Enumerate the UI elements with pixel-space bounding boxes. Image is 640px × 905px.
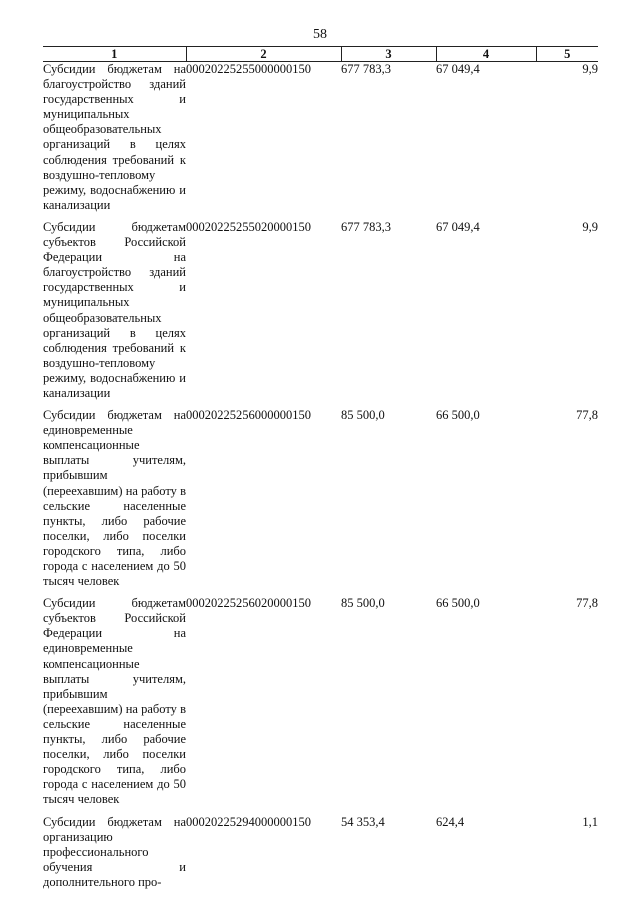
- table-row: [43, 596, 598, 814]
- row-name-text: Субсидии бюджетам на благоустройство зданий государственных и муниципальных общеобразовательных организаций в целях соблюдения требований к воздушно-тепловому режиму, водоснабжению и канализации: [43, 62, 186, 212]
- row-code: 00020225294000000150: [186, 814, 311, 829]
- budget-table: [43, 46, 598, 897]
- row-code: 00020225255020000150: [186, 219, 311, 234]
- table-row: [43, 220, 598, 408]
- row-name-text: Субсидии бюджетам субъектов Российской Федерации на благоустройство зданий государственных и муниципальных общеобразовательных организаций в целях соблюдения требований к воздушно-тепловому режиму, водоснабжению и канализации: [43, 219, 186, 400]
- row-value-3: 677 783,3: [341, 219, 391, 234]
- row-value-5: 9,9: [582, 62, 598, 76]
- col-header-4: 4: [436, 47, 536, 62]
- row-value-4: 624,4: [436, 814, 465, 829]
- row-value-4: 67 049,4: [436, 219, 480, 234]
- row-value-5: 77,8: [576, 596, 598, 611]
- row-value-4: 66 500,0: [436, 596, 480, 611]
- row-name-text: Субсидии бюджетам на организацию профессионального обучения и дополнительного про-: [43, 814, 186, 889]
- col-header-3: 3: [341, 47, 436, 62]
- row-name: [43, 815, 186, 897]
- row-value-5: 77,8: [576, 408, 598, 423]
- row-value-3: 677 783,3: [341, 62, 391, 76]
- page-number: 58: [313, 27, 327, 42]
- row-name-text: Субсидии бюджетам субъектов Российской Федерации на единовременные компенсационные выплаты учителям, прибывшим (переехавшим) на работу в сельские населенные пункты, либо рабочие поселки, либо поселки городского типа, либо города с населением до 50 тысяч человек: [43, 596, 186, 807]
- table-row: [43, 408, 598, 596]
- col-header-1: 1: [43, 47, 186, 62]
- row-code: 00020225255000000150: [186, 62, 311, 76]
- row-value-4: 67 049,4: [436, 62, 480, 76]
- row-name: [43, 62, 186, 220]
- col-header-2: 2: [186, 47, 341, 62]
- header-row: [43, 47, 598, 62]
- row-name: [43, 220, 186, 408]
- row-name: [43, 596, 186, 814]
- table-row: [43, 815, 598, 897]
- row-value-3: 85 500,0: [341, 408, 385, 423]
- row-name: [43, 408, 186, 596]
- row-value-5: 9,9: [582, 219, 598, 234]
- row-value-4: 66 500,0: [436, 408, 480, 423]
- row-value-3: 54 353,4: [341, 814, 385, 829]
- col-header-5: 5: [536, 47, 598, 62]
- row-value-3: 85 500,0: [341, 596, 385, 611]
- table-row: [43, 62, 598, 220]
- row-code: 00020225256020000150: [186, 596, 311, 611]
- row-name-text: Субсидии бюджетам на единовременные компенсационные выплаты учителям, прибывшим (переехавшим) на работу в сельские населенные пункты, либо рабочие поселки, либо поселки городского типа, либо города с населением до 50 тысяч человек: [43, 408, 186, 589]
- row-code: 00020225256000000150: [186, 408, 311, 423]
- row-value-5: 1,1: [582, 814, 598, 829]
